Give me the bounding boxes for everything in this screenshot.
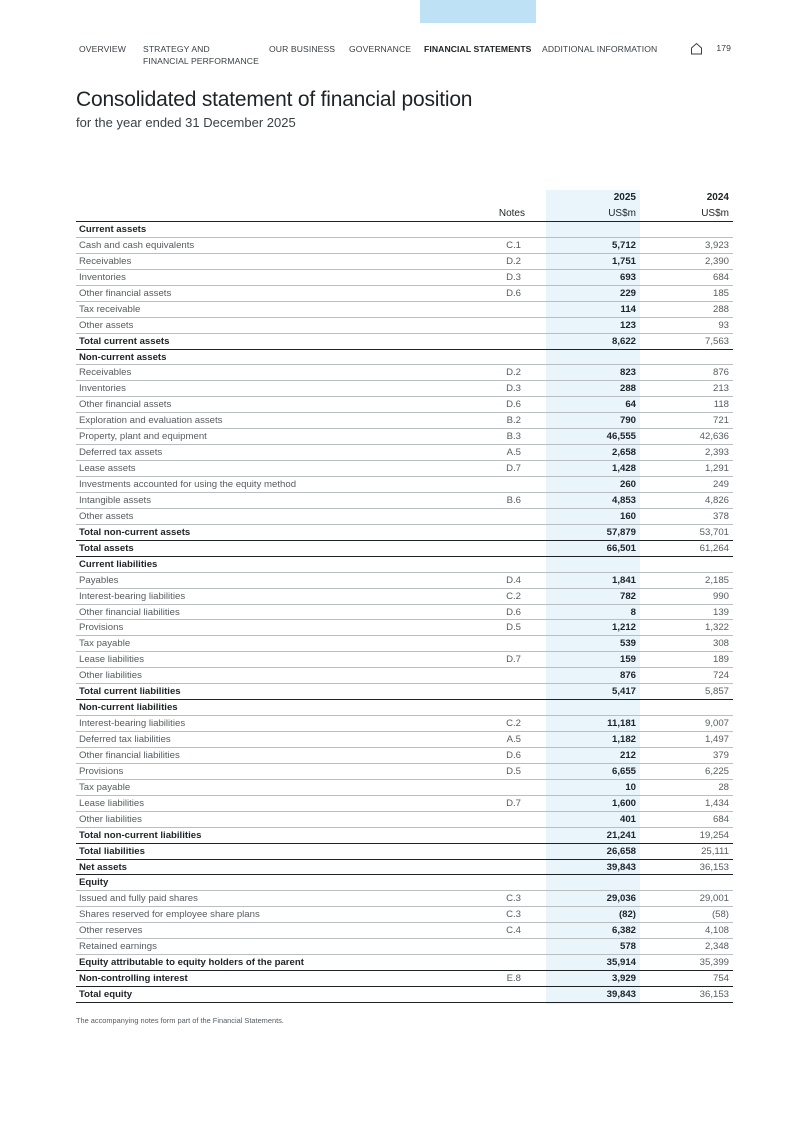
row-label: Lease liabilities [79,654,145,666]
row-note: D.6 [506,399,521,411]
row-value-2025: 3,929 [611,973,636,985]
row-note: C.1 [506,239,521,251]
row-note: D.3 [506,271,521,283]
nav-strategy[interactable] [143,43,259,67]
row-value-2025: 1,212 [611,622,636,634]
home-icon[interactable] [690,42,703,55]
row-label: Other assets [79,319,134,331]
row-label: Deferred tax assets [79,447,163,459]
row-label: Issued and fully paid shares [79,893,198,905]
row-label: Inventories [79,383,126,395]
row-label: Property, plant and equipment [79,431,207,443]
row-value-2024: 213 [712,383,729,395]
row-value-2025: 1,841 [611,574,636,586]
row-note: A.5 [506,734,521,745]
row-label: Total liabilities [79,845,145,857]
total-row [76,541,733,557]
section-heading-row [76,557,733,573]
row-value-2025: 4,853 [611,494,636,506]
row-value-2024: 53,701 [699,526,729,538]
row-value-2025: 578 [619,941,636,953]
table-row [76,780,733,796]
total-row [76,971,733,987]
row-value-2025: 35,914 [606,957,636,969]
row-value-2024: 1,434 [704,797,729,809]
row-label: Total equity [79,989,133,1000]
table-row [76,318,733,334]
row-note: C.3 [506,909,521,921]
row-label: Total assets [79,542,134,554]
table-row [76,620,733,636]
row-note: B.6 [506,494,521,506]
row-value-2025: 5,712 [611,239,636,251]
row-value-2025: 8,622 [611,335,636,347]
row-value-2025: 790 [619,415,636,427]
row-value-2024: 35,399 [699,957,729,969]
row-value-2024: 25,111 [701,845,729,857]
row-label: Other financial liabilities [79,749,180,761]
table-row [76,270,733,286]
row-value-2025: 288 [619,383,636,395]
row-label: Current assets [79,224,147,235]
row-label: Net assets [79,861,127,873]
row-value-2024: 185 [712,287,729,299]
row-note: D.3 [506,383,521,395]
row-label: Tax payable [79,781,131,793]
total-row [76,860,733,876]
row-value-2025: 229 [619,287,636,299]
table-row [76,286,733,302]
row-value-2025: (82) [618,909,636,921]
row-value-2024: 93 [718,319,729,331]
row-label: Total non-current liabilities [79,829,202,841]
financial-position-table [76,221,733,1003]
row-label: Other liabilities [79,813,142,825]
table-row [76,365,733,381]
table-row [76,716,733,732]
row-label: Other assets [79,510,134,522]
row-value-2025: 123 [619,319,636,331]
row-value-2024: 5,857 [704,686,729,698]
row-value-2024: 378 [712,510,729,522]
table-row [76,397,733,413]
table-row [76,907,733,923]
row-value-2024: 19,254 [699,829,729,841]
table-row [76,573,733,589]
row-label: Other financial assets [79,399,172,411]
table-row [76,652,733,668]
row-value-2024: 189 [712,654,729,666]
nav-our-business[interactable]: OUR BUSINESS [269,44,336,54]
row-value-2024: 2,185 [704,574,729,586]
row-value-2024: 724 [712,670,729,682]
nav-strategy-line2: FINANCIAL PERFORMANCE [143,56,259,66]
row-value-2025: 39,843 [606,861,636,873]
table-row [76,668,733,684]
page-subtitle: for the year ended 31 December 2025 [76,115,296,130]
row-value-2024: 7,563 [704,335,729,347]
row-note: D.6 [506,606,521,618]
row-value-2025: 2,658 [611,447,636,459]
row-value-2024: 3,923 [704,239,729,251]
section-heading-row [76,875,733,891]
row-note: D.5 [506,765,521,777]
row-label: Other financial liabilities [79,606,180,618]
table-row [76,764,733,780]
row-note: E.8 [506,973,521,985]
table-row [76,605,733,621]
col-unit-2025: US$m [608,208,636,219]
row-note: A.5 [506,447,521,459]
nav-strategy-line1: STRATEGY AND [143,44,210,54]
row-label: Equity [79,877,109,889]
row-value-2025: 64 [625,399,636,411]
row-value-2024: 2,348 [704,941,729,953]
nav-governance[interactable]: GOVERNANCE [349,44,412,54]
row-label: Inventories [79,271,126,283]
row-label: Receivables [79,367,132,379]
table-row [76,923,733,939]
row-value-2024: 1,497 [704,734,729,745]
total-row [76,955,733,971]
row-label: Tax payable [79,638,131,650]
row-value-2024: 754 [712,973,729,985]
row-value-2025: 66,501 [606,542,636,554]
row-label: Payables [79,574,119,586]
page-title: Consolidated statement of financial position [76,88,473,111]
table-row [76,493,733,509]
row-note: D.7 [506,463,521,475]
row-value-2025: 1,428 [611,463,636,475]
row-note: D.7 [506,654,521,666]
section-heading-row [76,222,733,238]
row-value-2025: 212 [619,749,636,761]
row-value-2024: 118 [713,399,729,411]
table-row [76,477,733,493]
table-row [76,748,733,764]
row-note: D.6 [506,749,521,761]
top-navigation [79,43,731,73]
row-value-2025: 5,417 [611,686,636,698]
row-label: Non-current liabilities [79,702,178,714]
table-row [76,732,733,748]
row-label: Tax receivable [79,303,141,315]
table-row [76,589,733,605]
row-value-2024: 42,636 [699,431,729,443]
row-value-2025: 29,036 [606,893,636,905]
row-label: Total non-current assets [79,526,191,538]
row-note: C.2 [506,590,521,602]
table-row [76,254,733,270]
row-value-2024: 61,264 [699,542,729,554]
row-label: Current liabilities [79,558,158,570]
row-note: C.2 [506,718,521,730]
table-row [76,413,733,429]
row-label: Non-controlling interest [79,973,188,985]
row-value-2024: 28 [718,781,729,793]
section-tab-marker [420,0,536,23]
row-value-2024: 1,291 [704,463,729,475]
row-note: D.5 [506,622,521,634]
row-value-2025: 21,241 [606,829,636,841]
row-value-2025: 8 [630,606,636,618]
row-value-2025: 823 [619,367,636,379]
row-label: Interest-bearing liabilities [79,590,186,602]
table-row [76,238,733,254]
row-note: D.4 [506,574,521,586]
table-row [76,461,733,477]
row-value-2025: 782 [619,590,636,602]
row-value-2025: 11,181 [607,718,636,730]
nav-financial-statements[interactable]: FINANCIAL STATEMENTS [424,44,532,54]
row-label: Cash and cash equivalents [79,239,195,251]
table-row [76,381,733,397]
row-value-2025: 46,555 [606,431,636,443]
row-value-2025: 1,182 [611,734,636,745]
page-number: 179 [716,43,731,53]
row-value-2025: 57,879 [606,526,636,538]
row-value-2024: 4,826 [704,494,729,506]
row-value-2024: (58) [711,909,729,921]
row-note: C.3 [506,893,521,905]
row-value-2025: 6,382 [611,925,636,937]
row-value-2025: 39,843 [606,989,636,1000]
row-value-2024: 721 [712,415,729,427]
table-row [76,891,733,907]
row-label: Exploration and evaluation assets [79,415,223,427]
row-value-2025: 160 [619,510,636,522]
row-label: Non-current assets [79,351,167,363]
table-row [76,445,733,461]
row-value-2024: 249 [712,479,729,490]
total-row [76,844,733,860]
row-value-2024: 139 [712,606,729,618]
row-label: Retained earnings [79,941,157,953]
row-note: B.2 [506,415,521,427]
table-row [76,939,733,955]
row-label: Shares reserved for employee share plans [79,909,260,921]
row-value-2025: 26,658 [606,845,636,857]
row-note: B.3 [506,431,521,443]
row-value-2025: 10 [625,781,636,793]
table-row [76,302,733,318]
row-value-2025: 401 [619,813,636,825]
row-label: Receivables [79,255,132,267]
row-label: Total current liabilities [79,686,181,698]
row-value-2024: 9,007 [704,718,729,730]
row-value-2025: 693 [619,271,636,283]
section-heading-row [76,700,733,716]
row-value-2024: 2,393 [704,447,729,459]
row-value-2024: 6,225 [704,765,729,777]
row-value-2024: 379 [712,749,729,761]
row-value-2025: 876 [619,670,636,682]
row-label: Deferred tax liabilities [79,734,171,745]
row-label: Lease assets [79,463,136,475]
table-row [76,636,733,652]
row-value-2024: 308 [712,638,729,650]
row-label: Other financial assets [79,287,172,299]
row-label: Lease liabilities [79,797,145,809]
footnote: The accompanying notes form part of the Financial Statements. [76,1016,284,1025]
row-value-2024: 876 [712,367,729,379]
row-label: Equity attributable to equity holders of the parent [79,957,304,969]
col-unit-2024: US$m [701,208,729,219]
total-row [76,684,733,700]
total-row [76,525,733,541]
row-value-2024: 990 [712,590,729,602]
row-value-2025: 159 [619,654,636,666]
row-value-2024: 2,390 [704,255,729,267]
row-note: C.4 [506,925,521,937]
table-row [76,509,733,525]
col-notes-header: Notes [498,208,525,219]
row-label: Other liabilities [79,670,142,682]
row-value-2025: 539 [619,638,636,650]
row-label: Provisions [79,622,124,634]
row-label: Provisions [79,765,124,777]
row-value-2024: 684 [712,271,729,283]
row-label: Total current assets [79,335,170,347]
nav-overview[interactable]: OVERVIEW [79,44,126,54]
row-value-2024: 36,153 [699,861,729,873]
row-value-2024: 29,001 [699,893,729,905]
table-row [76,796,733,812]
row-note: D.6 [506,287,521,299]
row-value-2024: 1,322 [704,622,729,634]
col-year-2024: 2024 [706,192,729,203]
row-label: Investments accounted for using the equity method [79,479,297,490]
row-label: Interest-bearing liabilities [79,718,186,730]
total-row [76,987,733,1003]
section-heading-row [76,350,733,366]
row-value-2024: 684 [712,813,729,825]
table-row [76,812,733,828]
row-value-2025: 260 [619,479,636,490]
row-label: Intangible assets [79,494,151,506]
row-value-2024: 36,153 [699,989,729,1000]
row-label: Other reserves [79,925,143,937]
row-value-2025: 114 [620,303,636,315]
table-row [76,429,733,445]
row-note: D.7 [506,797,521,809]
row-value-2025: 1,600 [611,797,636,809]
row-note: D.2 [506,367,521,379]
row-note: D.2 [506,255,521,267]
row-value-2024: 4,108 [704,925,729,937]
col-year-2025: 2025 [613,192,636,203]
row-value-2025: 6,655 [611,765,636,777]
total-row [76,828,733,844]
nav-additional-information[interactable]: ADDITIONAL INFORMATION [542,44,658,54]
row-value-2025: 1,751 [611,255,636,267]
row-value-2024: 288 [712,303,729,315]
total-row [76,334,733,350]
